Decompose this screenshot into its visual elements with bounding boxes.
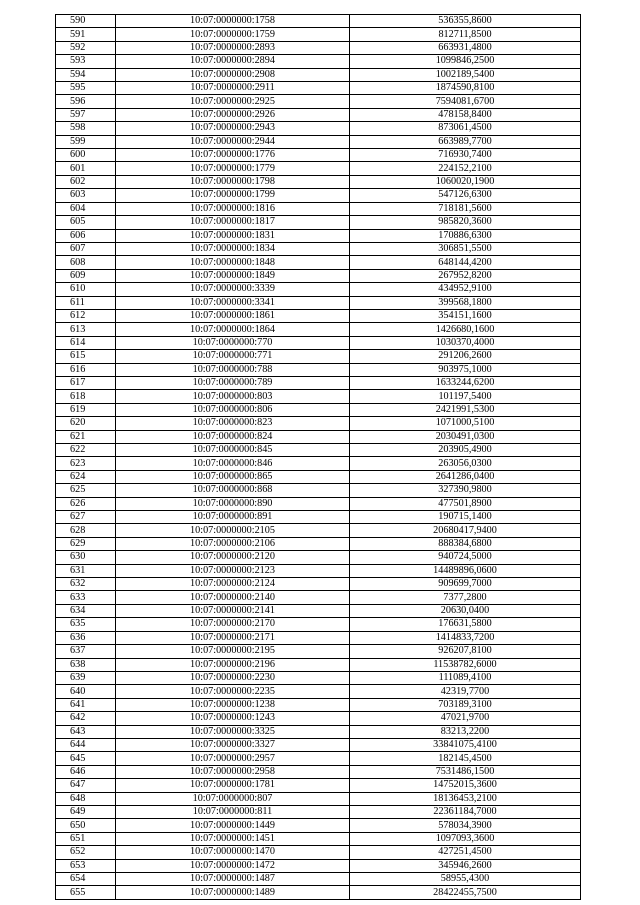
value-cell: 20630,0400 (350, 604, 581, 617)
table-row (56, 95, 581, 108)
cadastral-number-cell: 10:07:0000000:2120 (116, 551, 350, 564)
table-row (56, 336, 581, 349)
cadastral-number-cell: 10:07:0000000:2105 (116, 524, 350, 537)
value-cell: 663931,4800 (350, 41, 581, 54)
value-cell: 903975,1000 (350, 363, 581, 376)
value-cell: 101197,5400 (350, 390, 581, 403)
row-number-cell: 625 (56, 484, 116, 497)
cadastral-number-cell: 10:07:0000000:1799 (116, 189, 350, 202)
cadastral-number-cell: 10:07:0000000:1758 (116, 15, 350, 28)
table-row (56, 564, 581, 577)
cadastral-number-cell: 10:07:0000000:891 (116, 511, 350, 524)
table-row (56, 551, 581, 564)
row-number-cell: 646 (56, 765, 116, 778)
row-number-cell: 626 (56, 497, 116, 510)
row-number-cell: 592 (56, 41, 116, 54)
value-cell: 42319,7700 (350, 685, 581, 698)
table-row (56, 376, 581, 389)
cadastral-number-cell: 10:07:0000000:2230 (116, 671, 350, 684)
table-row (56, 28, 581, 41)
cadastral-number-cell: 10:07:0000000:806 (116, 403, 350, 416)
value-cell: 477501,8900 (350, 497, 581, 510)
value-cell: 14489896,0600 (350, 564, 581, 577)
row-number-cell: 641 (56, 698, 116, 711)
cadastral-number-cell: 10:07:0000000:2170 (116, 618, 350, 631)
cadastral-number-cell: 10:07:0000000:2235 (116, 685, 350, 698)
table-row (56, 309, 581, 322)
value-cell: 203905,4900 (350, 444, 581, 457)
table-row (56, 41, 581, 54)
cadastral-number-cell: 10:07:0000000:1849 (116, 269, 350, 282)
row-number-cell: 649 (56, 805, 116, 818)
row-number-cell: 616 (56, 363, 116, 376)
table-row (56, 296, 581, 309)
value-cell: 1060020,1900 (350, 175, 581, 188)
row-number-cell: 594 (56, 68, 116, 81)
value-cell: 224152,2100 (350, 162, 581, 175)
cadastral-number-cell: 10:07:0000000:1449 (116, 819, 350, 832)
cadastral-number-cell: 10:07:0000000:2893 (116, 41, 350, 54)
row-number-cell: 638 (56, 658, 116, 671)
cadastral-number-cell: 10:07:0000000:1864 (116, 323, 350, 336)
cadastral-number-cell: 10:07:0000000:2957 (116, 752, 350, 765)
row-number-cell: 619 (56, 403, 116, 416)
value-cell: 1414833,7200 (350, 631, 581, 644)
cadastral-number-cell: 10:07:0000000:3341 (116, 296, 350, 309)
row-number-cell: 599 (56, 135, 116, 148)
cadastral-number-cell: 10:07:0000000:2894 (116, 55, 350, 68)
row-number-cell: 597 (56, 108, 116, 121)
cadastral-number-cell: 10:07:0000000:823 (116, 417, 350, 430)
table-row (56, 618, 581, 631)
value-cell: 47021,9700 (350, 712, 581, 725)
cadastral-number-cell: 10:07:0000000:2908 (116, 68, 350, 81)
value-cell: 1002189,5400 (350, 68, 581, 81)
cadastral-number-cell: 10:07:0000000:788 (116, 363, 350, 376)
value-cell: 478158,8400 (350, 108, 581, 121)
row-number-cell: 611 (56, 296, 116, 309)
cadastral-number-cell: 10:07:0000000:2196 (116, 658, 350, 671)
value-cell: 716930,7400 (350, 149, 581, 162)
table-row (56, 82, 581, 95)
row-number-cell: 623 (56, 457, 116, 470)
cadastral-number-cell: 10:07:0000000:789 (116, 376, 350, 389)
row-number-cell: 615 (56, 350, 116, 363)
cadastral-number-cell: 10:07:0000000:2124 (116, 578, 350, 591)
row-number-cell: 609 (56, 269, 116, 282)
cadastral-number-cell: 10:07:0000000:1834 (116, 242, 350, 255)
table-row (56, 524, 581, 537)
value-cell: 22361184,7000 (350, 805, 581, 818)
row-number-cell: 630 (56, 551, 116, 564)
cadastral-number-cell: 10:07:0000000:1451 (116, 832, 350, 845)
value-cell: 536355,8600 (350, 15, 581, 28)
cadastral-number-cell: 10:07:0000000:1779 (116, 162, 350, 175)
value-cell: 18136453,2100 (350, 792, 581, 805)
row-number-cell: 610 (56, 283, 116, 296)
table-row (56, 55, 581, 68)
cadastral-number-cell: 10:07:0000000:2944 (116, 135, 350, 148)
table-row (56, 229, 581, 242)
cadastral-number-cell: 10:07:0000000:1798 (116, 175, 350, 188)
value-cell: 926207,8100 (350, 645, 581, 658)
cadastral-number-cell: 10:07:0000000:3327 (116, 738, 350, 751)
value-cell: 58955,4300 (350, 873, 581, 886)
cadastral-number-cell: 10:07:0000000:1489 (116, 886, 350, 899)
table-row (56, 846, 581, 859)
row-number-cell: 603 (56, 189, 116, 202)
value-cell: 985820,3600 (350, 216, 581, 229)
row-number-cell: 598 (56, 122, 116, 135)
table-row (56, 108, 581, 121)
row-number-cell: 635 (56, 618, 116, 631)
value-cell: 718181,5600 (350, 202, 581, 215)
cadastral-number-cell: 10:07:0000000:1776 (116, 149, 350, 162)
table-row (56, 712, 581, 725)
table-row (56, 631, 581, 644)
cadastral-number-cell: 10:07:0000000:811 (116, 805, 350, 818)
value-cell: 888384,6800 (350, 537, 581, 550)
row-number-cell: 606 (56, 229, 116, 242)
row-number-cell: 627 (56, 511, 116, 524)
table-row (56, 350, 581, 363)
value-cell: 434952,9100 (350, 283, 581, 296)
table-row (56, 779, 581, 792)
value-cell: 399568,1800 (350, 296, 581, 309)
value-cell: 190715,1400 (350, 511, 581, 524)
cadastral-number-cell: 10:07:0000000:1238 (116, 698, 350, 711)
value-cell: 354151,1600 (350, 309, 581, 322)
value-cell: 182145,4500 (350, 752, 581, 765)
row-number-cell: 620 (56, 417, 116, 430)
table-row (56, 175, 581, 188)
value-cell: 170886,6300 (350, 229, 581, 242)
table-row (56, 283, 581, 296)
row-number-cell: 617 (56, 376, 116, 389)
row-number-cell: 591 (56, 28, 116, 41)
table-row (56, 578, 581, 591)
value-cell: 11538782,6000 (350, 658, 581, 671)
value-cell: 7377,2800 (350, 591, 581, 604)
row-number-cell: 601 (56, 162, 116, 175)
row-number-cell: 605 (56, 216, 116, 229)
row-number-cell: 608 (56, 256, 116, 269)
row-number-cell: 640 (56, 685, 116, 698)
table-row (56, 511, 581, 524)
row-number-cell: 654 (56, 873, 116, 886)
value-cell: 327390,9800 (350, 484, 581, 497)
value-cell: 648144,4200 (350, 256, 581, 269)
table-row (56, 269, 581, 282)
table-row (56, 457, 581, 470)
cadastral-number-cell: 10:07:0000000:2911 (116, 82, 350, 95)
cadastral-number-cell: 10:07:0000000:1816 (116, 202, 350, 215)
value-cell: 909699,7000 (350, 578, 581, 591)
row-number-cell: 604 (56, 202, 116, 215)
value-cell: 306851,5500 (350, 242, 581, 255)
value-cell: 2421991,5300 (350, 403, 581, 416)
table-row (56, 135, 581, 148)
row-number-cell: 621 (56, 430, 116, 443)
table-row (56, 202, 581, 215)
table-row (56, 484, 581, 497)
table-body (56, 15, 581, 900)
value-cell: 578034,3900 (350, 819, 581, 832)
table-row (56, 725, 581, 738)
value-cell: 940724,5000 (350, 551, 581, 564)
value-cell: 267952,8200 (350, 269, 581, 282)
value-cell: 663989,7700 (350, 135, 581, 148)
value-cell: 20680417,9400 (350, 524, 581, 537)
row-number-cell: 612 (56, 309, 116, 322)
data-table (55, 14, 581, 900)
cadastral-number-cell: 10:07:0000000:890 (116, 497, 350, 510)
row-number-cell: 618 (56, 390, 116, 403)
cadastral-number-cell: 10:07:0000000:1470 (116, 846, 350, 859)
row-number-cell: 634 (56, 604, 116, 617)
row-number-cell: 650 (56, 819, 116, 832)
cadastral-number-cell: 10:07:0000000:2925 (116, 95, 350, 108)
row-number-cell: 595 (56, 82, 116, 95)
row-number-cell: 590 (56, 15, 116, 28)
table-row (56, 122, 581, 135)
row-number-cell: 631 (56, 564, 116, 577)
row-number-cell: 633 (56, 591, 116, 604)
row-number-cell: 614 (56, 336, 116, 349)
cadastral-number-cell: 10:07:0000000:824 (116, 430, 350, 443)
row-number-cell: 629 (56, 537, 116, 550)
row-number-cell: 643 (56, 725, 116, 738)
table-row (56, 685, 581, 698)
cadastral-number-cell: 10:07:0000000:1759 (116, 28, 350, 41)
value-cell: 7594081,6700 (350, 95, 581, 108)
cadastral-number-cell: 10:07:0000000:2943 (116, 122, 350, 135)
row-number-cell: 622 (56, 444, 116, 457)
table-row (56, 363, 581, 376)
row-number-cell: 613 (56, 323, 116, 336)
value-cell: 28422455,7500 (350, 886, 581, 899)
table-row (56, 645, 581, 658)
row-number-cell: 653 (56, 859, 116, 872)
table-row (56, 886, 581, 899)
cadastral-number-cell: 10:07:0000000:1831 (116, 229, 350, 242)
row-number-cell: 600 (56, 149, 116, 162)
value-cell: 1030370,4000 (350, 336, 581, 349)
value-cell: 291206,2600 (350, 350, 581, 363)
cadastral-number-cell: 10:07:0000000:1472 (116, 859, 350, 872)
cadastral-number-cell: 10:07:0000000:3325 (116, 725, 350, 738)
cadastral-number-cell: 10:07:0000000:865 (116, 470, 350, 483)
table-row (56, 765, 581, 778)
table-row (56, 242, 581, 255)
value-cell: 2030491,0300 (350, 430, 581, 443)
row-number-cell: 628 (56, 524, 116, 537)
cadastral-number-cell: 10:07:0000000:1781 (116, 779, 350, 792)
table-row (56, 189, 581, 202)
cadastral-number-cell: 10:07:0000000:2106 (116, 537, 350, 550)
value-cell: 7531486,1500 (350, 765, 581, 778)
cadastral-number-cell: 10:07:0000000:807 (116, 792, 350, 805)
cadastral-number-cell: 10:07:0000000:803 (116, 390, 350, 403)
row-number-cell: 636 (56, 631, 116, 644)
value-cell: 176631,5800 (350, 618, 581, 631)
table-row (56, 444, 581, 457)
cadastral-number-cell: 10:07:0000000:2958 (116, 765, 350, 778)
row-number-cell: 647 (56, 779, 116, 792)
cadastral-number-cell: 10:07:0000000:1817 (116, 216, 350, 229)
row-number-cell: 639 (56, 671, 116, 684)
table-row (56, 537, 581, 550)
table-row (56, 873, 581, 886)
table-row (56, 832, 581, 845)
value-cell: 2641286,0400 (350, 470, 581, 483)
value-cell: 33841075,4100 (350, 738, 581, 751)
table-row (56, 68, 581, 81)
row-number-cell: 607 (56, 242, 116, 255)
value-cell: 547126,6300 (350, 189, 581, 202)
cadastral-number-cell: 10:07:0000000:770 (116, 336, 350, 349)
row-number-cell: 637 (56, 645, 116, 658)
cadastral-number-cell: 10:07:0000000:3339 (116, 283, 350, 296)
table-row (56, 805, 581, 818)
row-number-cell: 652 (56, 846, 116, 859)
cadastral-number-cell: 10:07:0000000:2141 (116, 604, 350, 617)
table-row (56, 417, 581, 430)
row-number-cell: 624 (56, 470, 116, 483)
cadastral-number-cell: 10:07:0000000:1243 (116, 712, 350, 725)
table-row (56, 256, 581, 269)
row-number-cell: 644 (56, 738, 116, 751)
row-number-cell: 651 (56, 832, 116, 845)
table-row (56, 323, 581, 336)
row-number-cell: 632 (56, 578, 116, 591)
table-row (56, 792, 581, 805)
table-row (56, 604, 581, 617)
row-number-cell: 596 (56, 95, 116, 108)
table-row (56, 162, 581, 175)
row-number-cell: 593 (56, 55, 116, 68)
table-row (56, 658, 581, 671)
table-row (56, 671, 581, 684)
value-cell: 1099846,2500 (350, 55, 581, 68)
value-cell: 1874590,8100 (350, 82, 581, 95)
table-row (56, 819, 581, 832)
value-cell: 263056,0300 (350, 457, 581, 470)
table-row (56, 752, 581, 765)
cadastral-number-cell: 10:07:0000000:845 (116, 444, 350, 457)
cadastral-number-cell: 10:07:0000000:2926 (116, 108, 350, 121)
row-number-cell: 602 (56, 175, 116, 188)
value-cell: 1071000,5100 (350, 417, 581, 430)
value-cell: 703189,3100 (350, 698, 581, 711)
cadastral-number-cell: 10:07:0000000:2195 (116, 645, 350, 658)
cadastral-number-cell: 10:07:0000000:1487 (116, 873, 350, 886)
cadastral-number-cell: 10:07:0000000:771 (116, 350, 350, 363)
value-cell: 812711,8500 (350, 28, 581, 41)
value-cell: 1633244,6200 (350, 376, 581, 389)
row-number-cell: 648 (56, 792, 116, 805)
row-number-cell: 655 (56, 886, 116, 899)
cadastral-number-cell: 10:07:0000000:2123 (116, 564, 350, 577)
table-row (56, 430, 581, 443)
table-row (56, 738, 581, 751)
table-row (56, 591, 581, 604)
cadastral-number-cell: 10:07:0000000:2140 (116, 591, 350, 604)
table-row (56, 216, 581, 229)
value-cell: 1426680,1600 (350, 323, 581, 336)
table-row (56, 403, 581, 416)
cadastral-number-cell: 10:07:0000000:868 (116, 484, 350, 497)
table-row (56, 390, 581, 403)
row-number-cell: 645 (56, 752, 116, 765)
value-cell: 1097093,3600 (350, 832, 581, 845)
value-cell: 873061,4500 (350, 122, 581, 135)
cadastral-number-cell: 10:07:0000000:1848 (116, 256, 350, 269)
cadastral-number-cell: 10:07:0000000:2171 (116, 631, 350, 644)
cadastral-number-cell: 10:07:0000000:846 (116, 457, 350, 470)
table-row (56, 15, 581, 28)
table-row (56, 470, 581, 483)
value-cell: 14752015,3600 (350, 779, 581, 792)
table-row (56, 497, 581, 510)
cadastral-number-cell: 10:07:0000000:1861 (116, 309, 350, 322)
table-row (56, 149, 581, 162)
value-cell: 345946,2600 (350, 859, 581, 872)
table-row (56, 859, 581, 872)
value-cell: 427251,4500 (350, 846, 581, 859)
value-cell: 83213,2200 (350, 725, 581, 738)
row-number-cell: 642 (56, 712, 116, 725)
table-row (56, 698, 581, 711)
value-cell: 111089,4100 (350, 671, 581, 684)
